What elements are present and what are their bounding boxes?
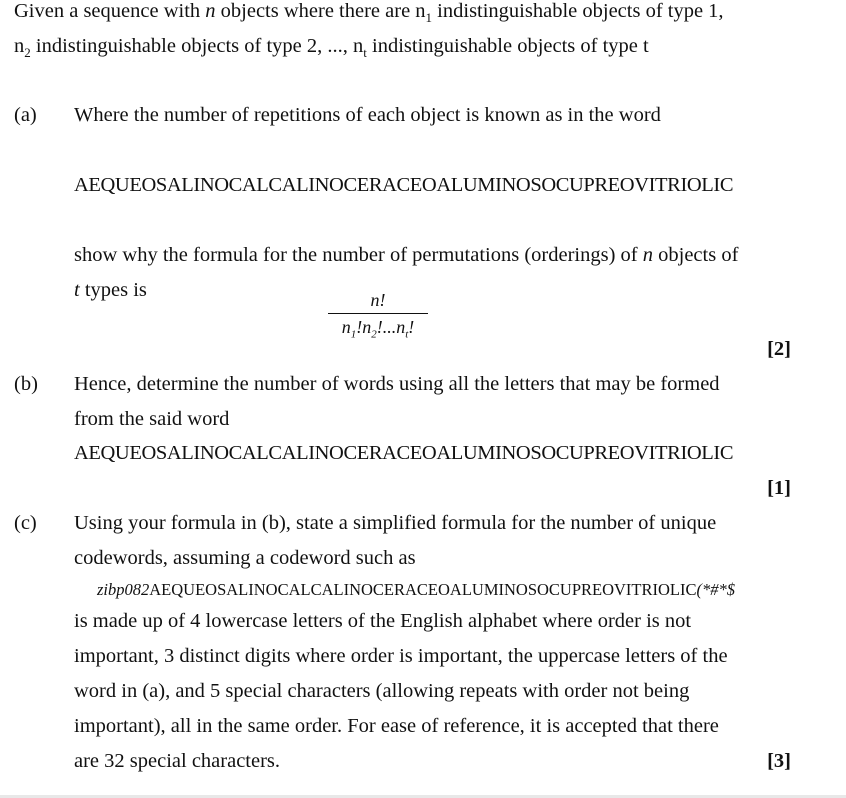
- part-c-line-8: are 32 special characters.: [74, 750, 281, 772]
- part-b-marks: [1]: [767, 477, 791, 499]
- example-codeword: [97, 580, 735, 600]
- codeword-prefix: zibp082: [97, 580, 150, 599]
- part-c-line-2: codewords, assuming a codeword such as: [74, 547, 416, 569]
- part-c-line-1: Using your formula in (b), state a simplified formula for the number of unique: [74, 512, 717, 534]
- part-b-line-2: from the said word: [74, 408, 230, 430]
- fraction-bar: [328, 313, 428, 314]
- intro-text: objects where there are n: [220, 0, 426, 22]
- codeword-suffix: (*#*$: [696, 580, 735, 599]
- intro-text: indistinguishable objects of type 1,: [437, 0, 724, 22]
- part-c-line-7: important), all in the same order. For ease of reference, it is accepted that there: [74, 715, 719, 737]
- intro-text: n: [14, 35, 25, 57]
- variable-n: n: [205, 0, 216, 22]
- part-b-line-1: Hence, determine the number of words using all the letters that may be formed: [74, 373, 720, 395]
- intro-text: indistinguishable objects of type 2, ..., n: [35, 35, 364, 57]
- part-a-text: types is: [84, 279, 147, 301]
- part-b-word: AEQUEOSALINOCALCALINOCERACEOALUMINOSOCUPREOVITRIOLIC: [74, 442, 734, 464]
- part-b-label: (b): [14, 373, 38, 395]
- part-a-line-3: [74, 279, 147, 302]
- part-c-line-4: is made up of 4 lowercase letters of the English alphabet where order is not: [74, 610, 692, 632]
- part-a-text: show why the formula for the number of permutations (orderings) of: [74, 244, 638, 266]
- permutation-formula: [328, 290, 428, 346]
- variable-n: n: [642, 244, 653, 266]
- variable-t: t: [74, 279, 80, 301]
- subscript: 2: [24, 45, 31, 61]
- part-a-line-2: [74, 244, 738, 267]
- part-a-label: (a): [14, 104, 37, 126]
- part-a-word: AEQUEOSALINOCALCALINOCERACEOALUMINOSOCUPREOVITRIOLIC: [74, 174, 734, 196]
- subscript: 1: [425, 10, 433, 26]
- intro-line-2: [14, 35, 649, 61]
- formula-numerator: n!: [370, 290, 386, 310]
- subscript: t: [363, 45, 367, 61]
- formula-denominator: $n_1!n_2!...n_t$!: [341, 317, 415, 341]
- intro-text: indistinguishable objects of type t: [372, 35, 649, 57]
- part-a-line-1: Where the number of repetitions of each object is known as in the word: [74, 104, 661, 126]
- part-c-marks: [3]: [767, 750, 791, 772]
- part-c-label: (c): [14, 512, 37, 534]
- codeword-word: AEQUEOSALINOCALCALINOCERACEOALUMINOSOCUPREOVITRIOLIC: [149, 580, 697, 599]
- intro-text: Given a sequence with: [14, 0, 201, 22]
- part-a-text: objects of: [658, 244, 739, 266]
- part-c-line-5: important, 3 distinct digits where order is important, the uppercase letters of the: [74, 645, 728, 667]
- part-c-line-6: word in (a), and 5 special characters (allowing repeats with order not being: [74, 680, 690, 702]
- part-a-marks: [2]: [767, 338, 791, 360]
- intro-line-1: [14, 0, 724, 26]
